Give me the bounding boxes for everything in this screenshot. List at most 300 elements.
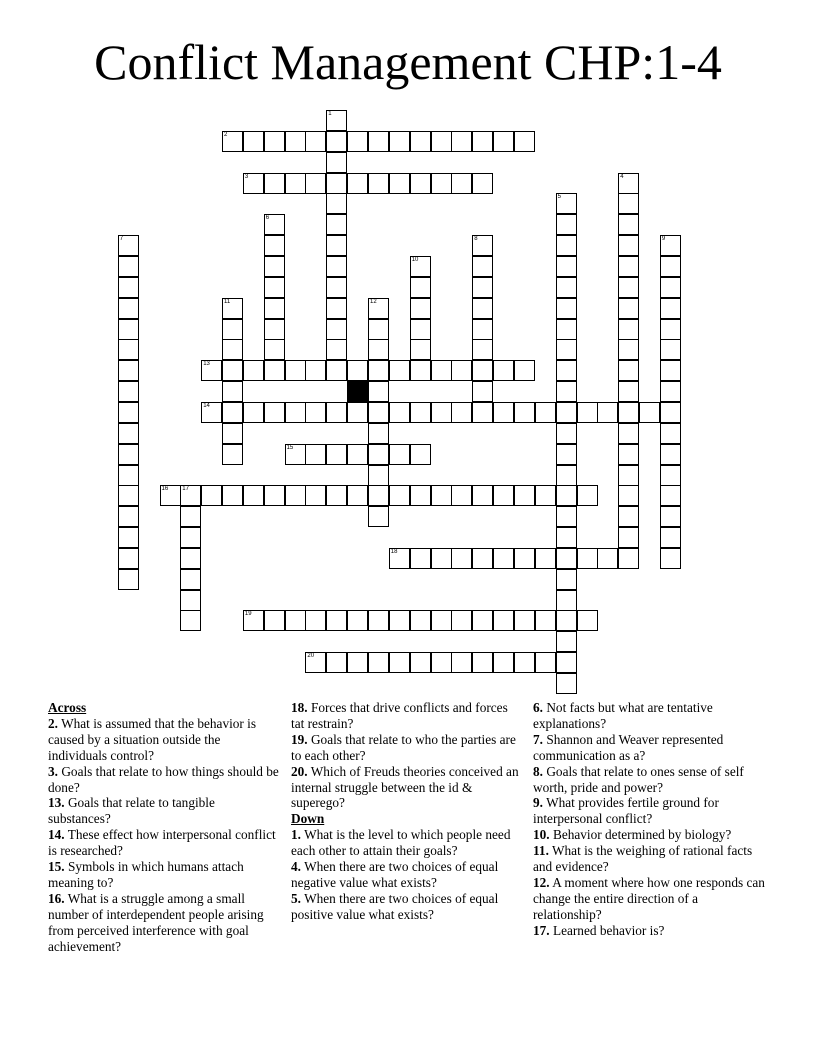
clue-text: Forces that drive conflicts and forces tat restrain? bbox=[291, 700, 508, 731]
grid-cell[interactable] bbox=[639, 402, 660, 423]
grid-cell[interactable] bbox=[305, 610, 326, 631]
grid-cell[interactable] bbox=[222, 402, 243, 423]
grid-cell[interactable] bbox=[326, 652, 347, 673]
grid-cell[interactable] bbox=[660, 485, 681, 506]
grid-cell[interactable] bbox=[597, 402, 618, 423]
grid-cell[interactable] bbox=[618, 256, 639, 277]
grid-cell[interactable] bbox=[118, 319, 139, 340]
grid-cell[interactable] bbox=[347, 610, 368, 631]
grid-cell[interactable] bbox=[368, 444, 389, 465]
grid-cell[interactable] bbox=[660, 298, 681, 319]
grid-cell[interactable] bbox=[660, 235, 681, 256]
grid-cell[interactable] bbox=[264, 485, 285, 506]
cell-number: 3 bbox=[244, 173, 249, 180]
grid-cell[interactable] bbox=[660, 444, 681, 465]
grid-cell[interactable] bbox=[222, 319, 243, 340]
grid-cell[interactable] bbox=[514, 131, 535, 152]
across-clue bbox=[291, 732, 523, 764]
clue-number: 19. bbox=[291, 731, 308, 747]
grid-cell[interactable] bbox=[180, 527, 201, 548]
down-clue bbox=[291, 827, 523, 859]
grid-cell[interactable] bbox=[264, 360, 285, 381]
cell-number: 12 bbox=[370, 298, 377, 305]
down-clue bbox=[533, 923, 765, 939]
grid-cell[interactable] bbox=[118, 423, 139, 444]
clue-text: A moment where how one responds can change the entire direction of a relationship? bbox=[533, 874, 765, 922]
grid-cell[interactable] bbox=[431, 485, 452, 506]
grid-cell[interactable] bbox=[118, 485, 139, 506]
grid-cell[interactable] bbox=[347, 360, 368, 381]
grid-cell[interactable] bbox=[431, 173, 452, 194]
grid-cell[interactable] bbox=[326, 110, 347, 131]
grid-cell[interactable] bbox=[556, 673, 577, 694]
grid-cell[interactable] bbox=[556, 235, 577, 256]
grid-cell[interactable] bbox=[201, 360, 222, 381]
grid-cell[interactable] bbox=[660, 277, 681, 298]
clue-number: 14. bbox=[48, 827, 65, 843]
grid-cell[interactable] bbox=[326, 360, 347, 381]
grid-cell[interactable] bbox=[347, 402, 368, 423]
grid-cell[interactable] bbox=[285, 360, 306, 381]
grid-cell[interactable] bbox=[618, 214, 639, 235]
grid-cell[interactable] bbox=[305, 360, 326, 381]
down-heading: Down bbox=[291, 811, 325, 827]
grid-cell[interactable] bbox=[472, 548, 493, 569]
grid-cell[interactable] bbox=[618, 193, 639, 214]
grid-cell[interactable] bbox=[389, 173, 410, 194]
grid-cell[interactable] bbox=[514, 485, 535, 506]
grid-cell[interactable] bbox=[556, 256, 577, 277]
grid-cell[interactable] bbox=[368, 402, 389, 423]
grid-cell[interactable] bbox=[285, 131, 306, 152]
grid-cell[interactable] bbox=[472, 319, 493, 340]
grid-cell[interactable] bbox=[180, 590, 201, 611]
grid-cell[interactable] bbox=[264, 235, 285, 256]
grid-cell[interactable] bbox=[305, 402, 326, 423]
grid-cell[interactable] bbox=[431, 131, 452, 152]
across-clue bbox=[48, 716, 280, 764]
grid-cell[interactable] bbox=[264, 131, 285, 152]
down-clue bbox=[291, 891, 523, 923]
grid-cell[interactable] bbox=[556, 193, 577, 214]
grid-cell[interactable] bbox=[493, 652, 514, 673]
grid-cell[interactable] bbox=[243, 610, 264, 631]
grid-cell[interactable] bbox=[660, 548, 681, 569]
cell-number: 13 bbox=[203, 361, 210, 368]
grid-cell[interactable] bbox=[264, 298, 285, 319]
grid-cell[interactable] bbox=[326, 256, 347, 277]
grid-block-cell bbox=[347, 381, 368, 402]
grid-cell[interactable] bbox=[493, 548, 514, 569]
grid-cell[interactable] bbox=[410, 360, 431, 381]
grid-cell[interactable] bbox=[431, 548, 452, 569]
grid-cell[interactable] bbox=[305, 652, 326, 673]
grid-cell[interactable] bbox=[451, 402, 472, 423]
grid-cell[interactable] bbox=[264, 319, 285, 340]
across-clue bbox=[48, 891, 280, 955]
grid-cell[interactable] bbox=[472, 652, 493, 673]
grid-cell[interactable] bbox=[285, 173, 306, 194]
clue-text: Which of Freuds theories conceived an internal struggle between the id & superego? bbox=[291, 763, 519, 811]
grid-cell[interactable] bbox=[472, 173, 493, 194]
grid-cell[interactable] bbox=[285, 485, 306, 506]
grid-cell[interactable] bbox=[535, 485, 556, 506]
grid-cell[interactable] bbox=[556, 319, 577, 340]
grid-cell[interactable] bbox=[451, 173, 472, 194]
grid-cell[interactable] bbox=[243, 402, 264, 423]
grid-cell[interactable] bbox=[660, 360, 681, 381]
grid-cell[interactable] bbox=[326, 193, 347, 214]
grid-cell[interactable] bbox=[389, 610, 410, 631]
grid-cell[interactable] bbox=[660, 423, 681, 444]
grid-cell[interactable] bbox=[222, 423, 243, 444]
grid-cell[interactable] bbox=[118, 256, 139, 277]
grid-cell[interactable] bbox=[118, 548, 139, 569]
grid-cell[interactable] bbox=[410, 131, 431, 152]
grid-cell[interactable] bbox=[410, 485, 431, 506]
grid-cell[interactable] bbox=[431, 360, 452, 381]
grid-cell[interactable] bbox=[410, 610, 431, 631]
grid-cell[interactable] bbox=[326, 235, 347, 256]
grid-cell[interactable] bbox=[368, 131, 389, 152]
grid-cell[interactable] bbox=[535, 610, 556, 631]
grid-cell[interactable] bbox=[264, 277, 285, 298]
grid-cell[interactable] bbox=[451, 131, 472, 152]
grid-cell[interactable] bbox=[118, 360, 139, 381]
grid-cell[interactable] bbox=[389, 485, 410, 506]
grid-cell[interactable] bbox=[410, 444, 431, 465]
clue-number: 4. bbox=[291, 859, 301, 875]
grid-cell[interactable] bbox=[618, 277, 639, 298]
grid-cell[interactable] bbox=[347, 444, 368, 465]
grid-cell[interactable] bbox=[472, 339, 493, 360]
grid-cell[interactable] bbox=[410, 256, 431, 277]
grid-cell[interactable] bbox=[368, 360, 389, 381]
clue-number: 20. bbox=[291, 763, 308, 779]
grid-cell[interactable] bbox=[451, 548, 472, 569]
grid-cell[interactable] bbox=[472, 610, 493, 631]
grid-cell[interactable] bbox=[451, 610, 472, 631]
grid-cell[interactable] bbox=[180, 548, 201, 569]
grid-cell[interactable] bbox=[243, 131, 264, 152]
grid-cell[interactable] bbox=[618, 506, 639, 527]
grid-cell[interactable] bbox=[660, 381, 681, 402]
across-clue bbox=[48, 827, 280, 859]
grid-cell[interactable] bbox=[618, 381, 639, 402]
grid-cell[interactable] bbox=[514, 610, 535, 631]
grid-cell[interactable] bbox=[201, 485, 222, 506]
grid-cell[interactable] bbox=[118, 339, 139, 360]
grid-cell[interactable] bbox=[222, 298, 243, 319]
grid-cell[interactable] bbox=[493, 360, 514, 381]
grid-cell[interactable] bbox=[368, 339, 389, 360]
grid-cell[interactable] bbox=[118, 277, 139, 298]
across-clue bbox=[48, 859, 280, 891]
grid-cell[interactable] bbox=[201, 402, 222, 423]
grid-cell[interactable] bbox=[305, 444, 326, 465]
grid-cell[interactable] bbox=[514, 652, 535, 673]
grid-cell[interactable] bbox=[556, 527, 577, 548]
clue-text: These effect how interpersonal conflict is researched? bbox=[48, 827, 276, 859]
grid-cell[interactable] bbox=[285, 402, 306, 423]
clue-number: 3. bbox=[48, 763, 58, 779]
cell-number: 15 bbox=[286, 444, 294, 451]
grid-cell[interactable] bbox=[577, 610, 598, 631]
grid-cell[interactable] bbox=[660, 319, 681, 340]
cell-number: 1 bbox=[328, 111, 332, 117]
cell-number: 9 bbox=[661, 236, 666, 243]
grid-cell[interactable] bbox=[556, 590, 577, 611]
grid-cell[interactable] bbox=[222, 360, 243, 381]
grid-cell[interactable] bbox=[618, 173, 639, 194]
grid-cell[interactable] bbox=[389, 360, 410, 381]
grid-cell[interactable] bbox=[326, 131, 347, 152]
grid-cell[interactable] bbox=[472, 360, 493, 381]
grid-cell[interactable] bbox=[389, 548, 410, 569]
grid-cell[interactable] bbox=[410, 339, 431, 360]
grid-cell[interactable] bbox=[305, 131, 326, 152]
cell-number: 16 bbox=[161, 486, 169, 493]
grid-cell[interactable] bbox=[618, 339, 639, 360]
grid-cell[interactable] bbox=[660, 402, 681, 423]
grid-cell[interactable] bbox=[618, 235, 639, 256]
grid-cell[interactable] bbox=[618, 319, 639, 340]
grid-cell[interactable] bbox=[410, 277, 431, 298]
grid-cell[interactable] bbox=[618, 298, 639, 319]
grid-cell[interactable] bbox=[264, 402, 285, 423]
grid-cell[interactable] bbox=[618, 444, 639, 465]
grid-cell[interactable] bbox=[493, 131, 514, 152]
grid-cell[interactable] bbox=[326, 402, 347, 423]
clue-text: What is the weighing of rational facts and evidence? bbox=[533, 843, 753, 875]
grid-cell[interactable] bbox=[285, 610, 306, 631]
grid-cell[interactable] bbox=[180, 506, 201, 527]
clue-column-1 bbox=[48, 700, 280, 955]
clue-text: Goals that relate to how things should be done? bbox=[48, 763, 279, 795]
grid-cell[interactable] bbox=[180, 610, 201, 631]
grid-cell[interactable] bbox=[368, 319, 389, 340]
grid-cell[interactable] bbox=[368, 423, 389, 444]
grid-cell[interactable] bbox=[222, 131, 243, 152]
clue-number: 9. bbox=[533, 795, 543, 811]
clue-number: 1. bbox=[291, 827, 301, 843]
grid-cell[interactable] bbox=[535, 548, 556, 569]
grid-cell[interactable] bbox=[472, 131, 493, 152]
grid-cell[interactable] bbox=[535, 652, 556, 673]
grid-cell[interactable] bbox=[368, 465, 389, 486]
grid-cell[interactable] bbox=[326, 277, 347, 298]
grid-cell[interactable] bbox=[389, 131, 410, 152]
grid-cell[interactable] bbox=[451, 652, 472, 673]
grid-cell[interactable] bbox=[368, 298, 389, 319]
grid-cell[interactable] bbox=[264, 339, 285, 360]
cell-number: 4 bbox=[620, 173, 624, 180]
grid-cell[interactable] bbox=[556, 402, 577, 423]
grid-cell[interactable] bbox=[556, 381, 577, 402]
grid-cell[interactable] bbox=[618, 485, 639, 506]
grid-cell[interactable] bbox=[118, 465, 139, 486]
grid-cell[interactable] bbox=[326, 173, 347, 194]
grid-cell[interactable] bbox=[243, 173, 264, 194]
grid-cell[interactable] bbox=[451, 485, 472, 506]
grid-cell[interactable] bbox=[493, 485, 514, 506]
grid-cell[interactable] bbox=[493, 610, 514, 631]
grid-cell[interactable] bbox=[118, 402, 139, 423]
grid-cell[interactable] bbox=[180, 569, 201, 590]
grid-cell[interactable] bbox=[264, 610, 285, 631]
clue-text: What is assumed that the behavior is caused by a situation outside the individuals control? bbox=[48, 715, 257, 763]
grid-cell[interactable] bbox=[410, 548, 431, 569]
grid-cell[interactable] bbox=[389, 444, 410, 465]
grid-cell[interactable] bbox=[347, 173, 368, 194]
grid-cell[interactable] bbox=[326, 319, 347, 340]
grid-cell[interactable] bbox=[577, 548, 598, 569]
grid-cell[interactable] bbox=[618, 465, 639, 486]
grid-cell[interactable] bbox=[222, 339, 243, 360]
grid-cell[interactable] bbox=[305, 485, 326, 506]
grid-cell[interactable] bbox=[410, 652, 431, 673]
grid-cell[interactable] bbox=[577, 485, 598, 506]
grid-cell[interactable] bbox=[472, 381, 493, 402]
grid-cell[interactable] bbox=[326, 298, 347, 319]
grid-cell[interactable] bbox=[472, 235, 493, 256]
grid-cell[interactable] bbox=[118, 298, 139, 319]
grid-cell[interactable] bbox=[222, 485, 243, 506]
grid-cell[interactable] bbox=[285, 444, 306, 465]
grid-cell[interactable] bbox=[431, 610, 452, 631]
grid-cell[interactable] bbox=[368, 173, 389, 194]
grid-cell[interactable] bbox=[535, 402, 556, 423]
grid-cell[interactable] bbox=[618, 402, 639, 423]
grid-cell[interactable] bbox=[577, 402, 598, 423]
grid-cell[interactable] bbox=[118, 235, 139, 256]
grid-cell[interactable] bbox=[660, 506, 681, 527]
grid-cell[interactable] bbox=[368, 506, 389, 527]
grid-cell[interactable] bbox=[368, 381, 389, 402]
grid-cell[interactable] bbox=[431, 652, 452, 673]
grid-cell[interactable] bbox=[556, 506, 577, 527]
grid-cell[interactable] bbox=[514, 402, 535, 423]
grid-cell[interactable] bbox=[118, 506, 139, 527]
grid-cell[interactable] bbox=[556, 465, 577, 486]
cell-number: 14 bbox=[203, 402, 210, 409]
cell-number: 8 bbox=[474, 236, 478, 243]
grid-cell[interactable] bbox=[556, 214, 577, 235]
grid-cell[interactable] bbox=[618, 527, 639, 548]
grid-cell[interactable] bbox=[368, 610, 389, 631]
grid-cell[interactable] bbox=[431, 402, 452, 423]
grid-cell[interactable] bbox=[660, 527, 681, 548]
grid-cell[interactable] bbox=[556, 423, 577, 444]
grid-cell[interactable] bbox=[326, 444, 347, 465]
grid-cell[interactable] bbox=[410, 319, 431, 340]
grid-cell[interactable] bbox=[222, 381, 243, 402]
grid-cell[interactable] bbox=[118, 444, 139, 465]
grid-cell[interactable] bbox=[410, 173, 431, 194]
grid-cell[interactable] bbox=[618, 548, 639, 569]
clue-number: 16. bbox=[48, 890, 65, 906]
grid-cell[interactable] bbox=[389, 402, 410, 423]
grid-cell[interactable] bbox=[305, 173, 326, 194]
grid-cell[interactable] bbox=[556, 277, 577, 298]
grid-cell[interactable] bbox=[326, 214, 347, 235]
grid-cell[interactable] bbox=[222, 444, 243, 465]
grid-cell[interactable] bbox=[347, 652, 368, 673]
clue-text: Goals that relate to tangible substances? bbox=[48, 795, 215, 827]
grid-cell[interactable] bbox=[472, 485, 493, 506]
grid-cell[interactable] bbox=[347, 485, 368, 506]
grid-cell[interactable] bbox=[451, 360, 472, 381]
grid-cell[interactable] bbox=[326, 152, 347, 173]
grid-cell[interactable] bbox=[326, 339, 347, 360]
grid-cell[interactable] bbox=[618, 423, 639, 444]
grid-cell[interactable] bbox=[556, 610, 577, 631]
grid-cell[interactable] bbox=[410, 402, 431, 423]
grid-cell[interactable] bbox=[368, 652, 389, 673]
grid-cell[interactable] bbox=[180, 485, 201, 506]
grid-cell[interactable] bbox=[472, 256, 493, 277]
grid-cell[interactable] bbox=[410, 298, 431, 319]
grid-cell[interactable] bbox=[118, 381, 139, 402]
down-clue bbox=[533, 700, 765, 732]
grid-cell[interactable] bbox=[514, 548, 535, 569]
grid-cell[interactable] bbox=[326, 485, 347, 506]
clue-number: 17. bbox=[533, 922, 550, 938]
grid-cell[interactable] bbox=[118, 527, 139, 548]
across-clue bbox=[48, 764, 280, 796]
clue-text: Learned behavior is? bbox=[552, 922, 665, 938]
grid-cell[interactable] bbox=[660, 339, 681, 360]
cell-number: 20 bbox=[307, 653, 315, 660]
grid-cell[interactable] bbox=[556, 339, 577, 360]
grid-cell[interactable] bbox=[160, 485, 181, 506]
grid-cell[interactable] bbox=[472, 277, 493, 298]
clue-text: Goals that relate to who the parties are to each other? bbox=[291, 731, 516, 763]
grid-cell[interactable] bbox=[243, 485, 264, 506]
grid-cell[interactable] bbox=[556, 485, 577, 506]
grid-cell[interactable] bbox=[264, 214, 285, 235]
grid-cell[interactable] bbox=[347, 131, 368, 152]
grid-cell[interactable] bbox=[472, 402, 493, 423]
grid-cell[interactable] bbox=[493, 402, 514, 423]
grid-cell[interactable] bbox=[326, 610, 347, 631]
grid-cell[interactable] bbox=[264, 256, 285, 277]
grid-cell[interactable] bbox=[264, 173, 285, 194]
grid-cell[interactable] bbox=[556, 652, 577, 673]
grid-cell[interactable] bbox=[556, 569, 577, 590]
grid-cell[interactable] bbox=[389, 652, 410, 673]
grid-cell[interactable] bbox=[243, 360, 264, 381]
grid-cell[interactable] bbox=[514, 360, 535, 381]
grid-cell[interactable] bbox=[556, 631, 577, 652]
grid-cell[interactable] bbox=[118, 569, 139, 590]
grid-cell[interactable] bbox=[660, 256, 681, 277]
grid-cell[interactable] bbox=[472, 298, 493, 319]
grid-cell[interactable] bbox=[660, 465, 681, 486]
grid-cell[interactable] bbox=[556, 298, 577, 319]
cell-number: 18 bbox=[390, 548, 398, 555]
clue-text: When there are two choices of equal positive value what exists? bbox=[291, 890, 499, 922]
grid-cell[interactable] bbox=[597, 548, 618, 569]
grid-cell[interactable] bbox=[556, 548, 577, 569]
grid-cell[interactable] bbox=[556, 360, 577, 381]
cell-number: 19 bbox=[244, 611, 252, 618]
clue-number: 6. bbox=[533, 700, 543, 715]
grid-cell[interactable] bbox=[556, 444, 577, 465]
grid-cell[interactable] bbox=[368, 485, 389, 506]
across-heading: Across bbox=[48, 700, 87, 715]
grid-cell[interactable] bbox=[618, 360, 639, 381]
